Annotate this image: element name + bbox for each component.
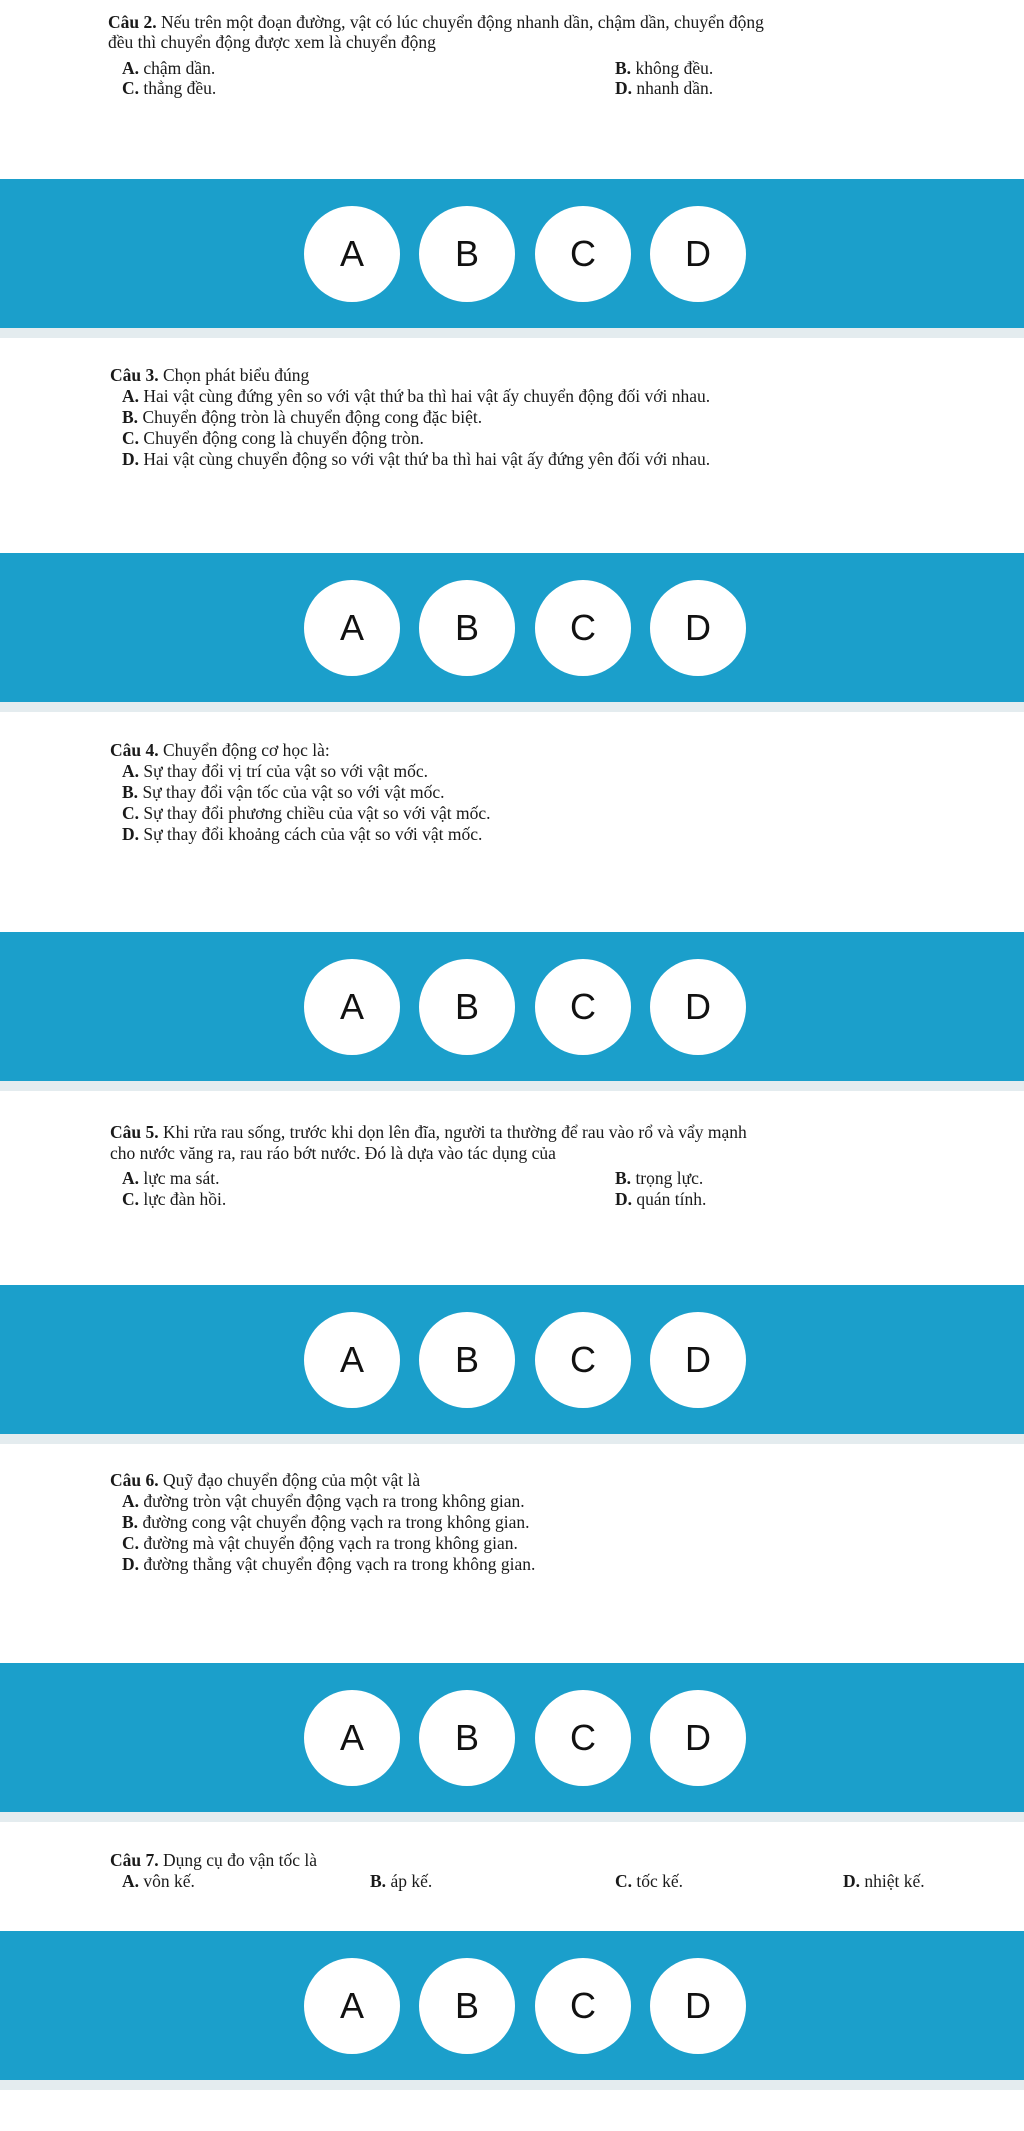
answer-button-d[interactable]: D [650, 1958, 746, 2054]
option-c: C. thẳng đều. [122, 78, 217, 98]
answer-button-c[interactable]: C [535, 580, 631, 676]
question-text: Câu 2. Nếu trên một đoạn đường, vật có lúc chuyển động nhanh dần, chậm dần, chuyển động [108, 12, 764, 32]
option-c: C. Chuyển động cong là chuyển động tròn. [122, 428, 424, 448]
answer-button-b[interactable]: B [419, 959, 515, 1055]
answer-button-b[interactable]: B [419, 206, 515, 302]
answer-bar-q3 [0, 553, 1024, 712]
answer-button-c[interactable]: C [535, 1690, 631, 1786]
answer-bar-q2 [0, 179, 1024, 338]
option-d: D. quán tính. [615, 1189, 707, 1209]
answer-button-d[interactable]: D [650, 580, 746, 676]
answer-bar-q5 [0, 1285, 1024, 1444]
answer-button-d[interactable]: D [650, 1312, 746, 1408]
answer-button-b[interactable]: B [419, 1958, 515, 2054]
question-text: Câu 5. Khi rửa rau sống, trước khi dọn lên đĩa, người ta thường để rau vào rổ và vẩy mạnh [110, 1122, 747, 1142]
question-text: Câu 7. Dụng cụ đo vận tốc là [110, 1850, 318, 1870]
option-c: C. đường mà vật chuyển động vạch ra trong không gian. [122, 1533, 518, 1553]
question-text: Câu 4. Chuyển động cơ học là: [110, 740, 330, 760]
answer-button-a[interactable]: A [304, 580, 400, 676]
question-text: Câu 3. Chọn phát biểu đúng [110, 365, 310, 385]
answer-button-c[interactable]: C [535, 1312, 631, 1408]
option-d: D. Sự thay đổi khoảng cách của vật so với vật mốc. [122, 824, 483, 844]
answer-button-c[interactable]: C [535, 206, 631, 302]
option-a: A. đường tròn vật chuyển động vạch ra trong không gian. [122, 1491, 525, 1511]
option-a: A. Hai vật cùng đứng yên so với vật thứ ba thì hai vật ấy chuyển động đối với nhau. [122, 386, 711, 406]
answer-button-a[interactable]: A [304, 1690, 400, 1786]
answer-button-d[interactable]: D [650, 1690, 746, 1786]
option-a: A. vôn kế. [122, 1871, 195, 1891]
option-c: C. lực đàn hồi. [122, 1189, 227, 1209]
answer-button-a[interactable]: A [304, 1958, 400, 2054]
answer-button-a[interactable]: A [304, 959, 400, 1055]
option-b: B. Chuyển động tròn là chuyển động cong đặc biệt. [122, 407, 483, 427]
option-b: B. áp kế. [370, 1871, 433, 1891]
option-b: B. Sự thay đổi vận tốc của vật so với vật mốc. [122, 782, 445, 802]
option-d: D. nhanh dần. [615, 78, 714, 98]
option-a: A. lực ma sát. [122, 1168, 220, 1188]
answer-button-b[interactable]: B [419, 580, 515, 676]
option-a: A. Sự thay đổi vị trí của vật so với vật mốc. [122, 761, 428, 781]
option-a: A. chậm dần. [122, 58, 216, 78]
answer-button-a[interactable]: A [304, 206, 400, 302]
answer-button-b[interactable]: B [419, 1312, 515, 1408]
answer-button-c[interactable]: C [535, 1958, 631, 2054]
answer-button-d[interactable]: D [650, 206, 746, 302]
option-d: D. Hai vật cùng chuyển động so với vật thứ ba thì hai vật ấy đứng yên đối với nhau. [122, 449, 711, 469]
option-c: C. Sự thay đổi phương chiều của vật so với vật mốc. [122, 803, 491, 823]
option-d: D. nhiệt kế. [843, 1871, 925, 1891]
question-text: Câu 6. Quỹ đạo chuyển động của một vật là [110, 1470, 421, 1490]
answer-bar-q6 [0, 1663, 1024, 1822]
option-b: B. không đều. [615, 58, 714, 78]
answer-button-c[interactable]: C [535, 959, 631, 1055]
answer-bar-q4 [0, 932, 1024, 1091]
option-b: B. đường cong vật chuyển động vạch ra trong không gian. [122, 1512, 530, 1532]
answer-button-b[interactable]: B [419, 1690, 515, 1786]
answer-button-a[interactable]: A [304, 1312, 400, 1408]
question-text: đều thì chuyển động được xem là chuyển động [108, 32, 436, 52]
option-d: D. đường thẳng vật chuyển động vạch ra trong không gian. [122, 1554, 536, 1574]
answer-button-d[interactable]: D [650, 959, 746, 1055]
option-c: C. tốc kế. [615, 1871, 684, 1891]
question-text: cho nước văng ra, rau ráo bớt nước. Đó là dựa vào tác dụng của [110, 1143, 556, 1163]
answer-bar-q7 [0, 1931, 1024, 2090]
option-b: B. trọng lực. [615, 1168, 704, 1188]
